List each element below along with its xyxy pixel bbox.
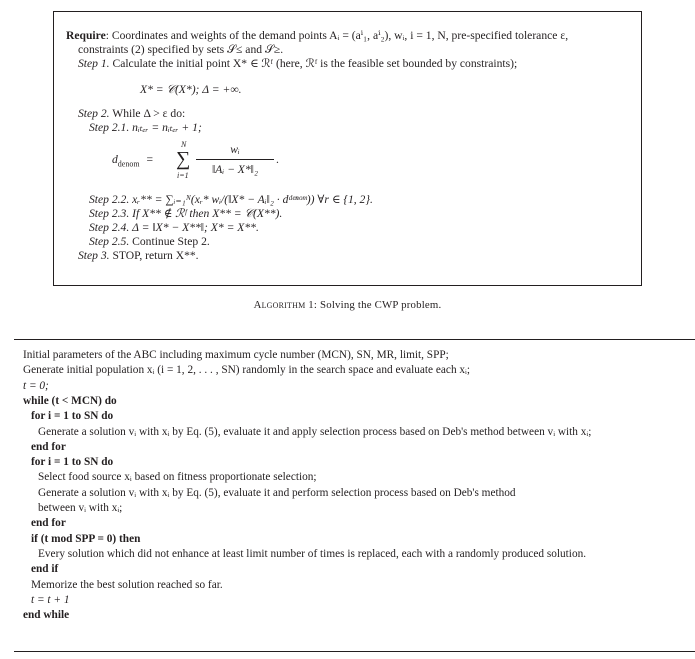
step-1-line <box>78 57 517 71</box>
require-text-2: constraints (2) specified by sets 𝒮≤ and 𝒮≥. <box>78 43 284 56</box>
algorithm-2-line: end if <box>31 563 59 576</box>
algorithm-2-line: Generate a solution vᵢ with xᵢ by Eq. (5), evaluate it and apply selection process based on Deb's method between vᵢ with xᵢ; <box>38 425 592 438</box>
step-3-text: STOP, return X**. <box>109 249 199 262</box>
algorithm-1-caption <box>0 299 695 311</box>
algorithm-2-line: if (t mod SPP = 0) then <box>31 532 141 545</box>
step-2-3-label: Step 2.3. <box>89 207 130 220</box>
algorithm-2-line: t = t + 1 <box>31 593 70 606</box>
algorithm-2-line: for i = 1 to SN do <box>31 410 114 423</box>
step-2-5-label: Step 2.5. <box>89 235 130 248</box>
ddenom-lhs: d <box>112 153 118 166</box>
algorithm-2-line: Initial parameters of the ABC including maximum cycle number (MCN), SN, MR, limit, SPP; <box>23 349 449 361</box>
require-label: Require <box>66 29 106 42</box>
algorithm-2-line: between vᵢ with xᵢ; <box>38 502 123 514</box>
algorithm-2-line: Select food source xᵢ based on fitness proportionate selection; <box>38 471 317 484</box>
step-2-4-text: Δ = ‖X* − X**‖; X* = X**. <box>129 221 259 234</box>
step-2-3-text: If X** ∉ ℛᶠ then X** = 𝒞(X**). <box>129 207 283 220</box>
algorithm-2-line: Every solution which did not enhance at least limit number of times is replaced, each with a randomly produced solution. <box>38 547 587 560</box>
algorithm-2-line: Memorize the best solution reached so far. <box>31 578 223 591</box>
top-rule <box>14 339 695 340</box>
algorithm-2-line: for i = 1 to SN do <box>31 456 114 469</box>
require-line-2 <box>78 43 283 57</box>
algorithm-2-line: end while <box>23 609 70 622</box>
frac-bar <box>196 159 274 160</box>
sum-top: N <box>181 140 187 149</box>
step-2-4-line <box>89 221 259 235</box>
step-2-text: While Δ > ε do: <box>109 107 186 120</box>
algorithm-2-line: end for <box>31 440 66 453</box>
step-2-1-line <box>89 121 202 135</box>
step-2-2-line <box>89 193 373 207</box>
algorithm-2-line: Generate initial population xᵢ (i = 1, 2, . . . , SN) randomly in the search space and evaluate each xᵢ; <box>23 364 471 377</box>
sum-symbol: ∑ <box>176 148 191 170</box>
frac-den: ‖Aᵢ − X*‖₂ <box>212 163 258 176</box>
step-2-label: Step 2. <box>78 107 110 120</box>
step-3-line <box>78 249 199 263</box>
step-1-label: Step 1. <box>78 57 110 70</box>
caption-text: : Solving the CWP problem. <box>313 299 442 311</box>
step-2-5-line <box>89 235 210 249</box>
algorithm-2-line: while (t < MCN) do <box>23 394 117 407</box>
step-2-2-label: Step 2.2. <box>89 193 130 206</box>
ddenom-formula: $d_{denom}$ = <box>112 153 154 169</box>
step-2-5-text: Continue Step 2. <box>129 235 210 248</box>
algorithm-2-line: end for <box>31 517 66 530</box>
frac-num: wᵢ <box>230 143 240 156</box>
step-2-3-line <box>89 207 282 221</box>
formula-period: . <box>276 153 279 166</box>
step-2-1-text: nᵢₜₑᵣ = nᵢₜₑᵣ + 1; <box>129 121 202 134</box>
step-1-text: Calculate the initial point X* ∈ ℛᶠ (here, ℛᶠ is the feasible set bounded by constraints); <box>109 57 518 70</box>
require-text: : Coordinates and weights of the demand points Aᵢ = (aⁱ₁, aⁱ₂), wᵢ, i = 1, N, pre-specified tolerance ε, <box>105 29 569 42</box>
algorithm-2-line: t = 0; <box>23 379 49 392</box>
step-2-4-label: Step 2.4. <box>89 221 130 234</box>
step-2-line <box>78 107 185 121</box>
caption-label: Algorithm 1 <box>253 299 314 311</box>
step-3-label: Step 3. <box>78 249 110 262</box>
step-2-2-text: xᵣ** = ∑ᵢ₌₁ᴺ(xᵣ* wᵢ/(‖X* − Aᵢ‖₂ · dᵈᵉⁿᵒᵐ)) ∀r ∈ {1, 2}. <box>129 193 373 206</box>
ddenom-sub: denom <box>117 159 140 169</box>
step-2-1-label: Step 2.1. <box>89 121 130 134</box>
bottom-rule <box>14 651 695 652</box>
step-1-formula: X* = 𝒞(X*); Δ = +∞. <box>140 83 242 96</box>
sum-bottom: i=1 <box>177 171 189 180</box>
algorithm-2-line: Generate a solution vᵢ with xᵢ by Eq. (5), evaluate it and perform selection process based on Deb's method <box>38 486 516 499</box>
require-line <box>66 29 568 43</box>
